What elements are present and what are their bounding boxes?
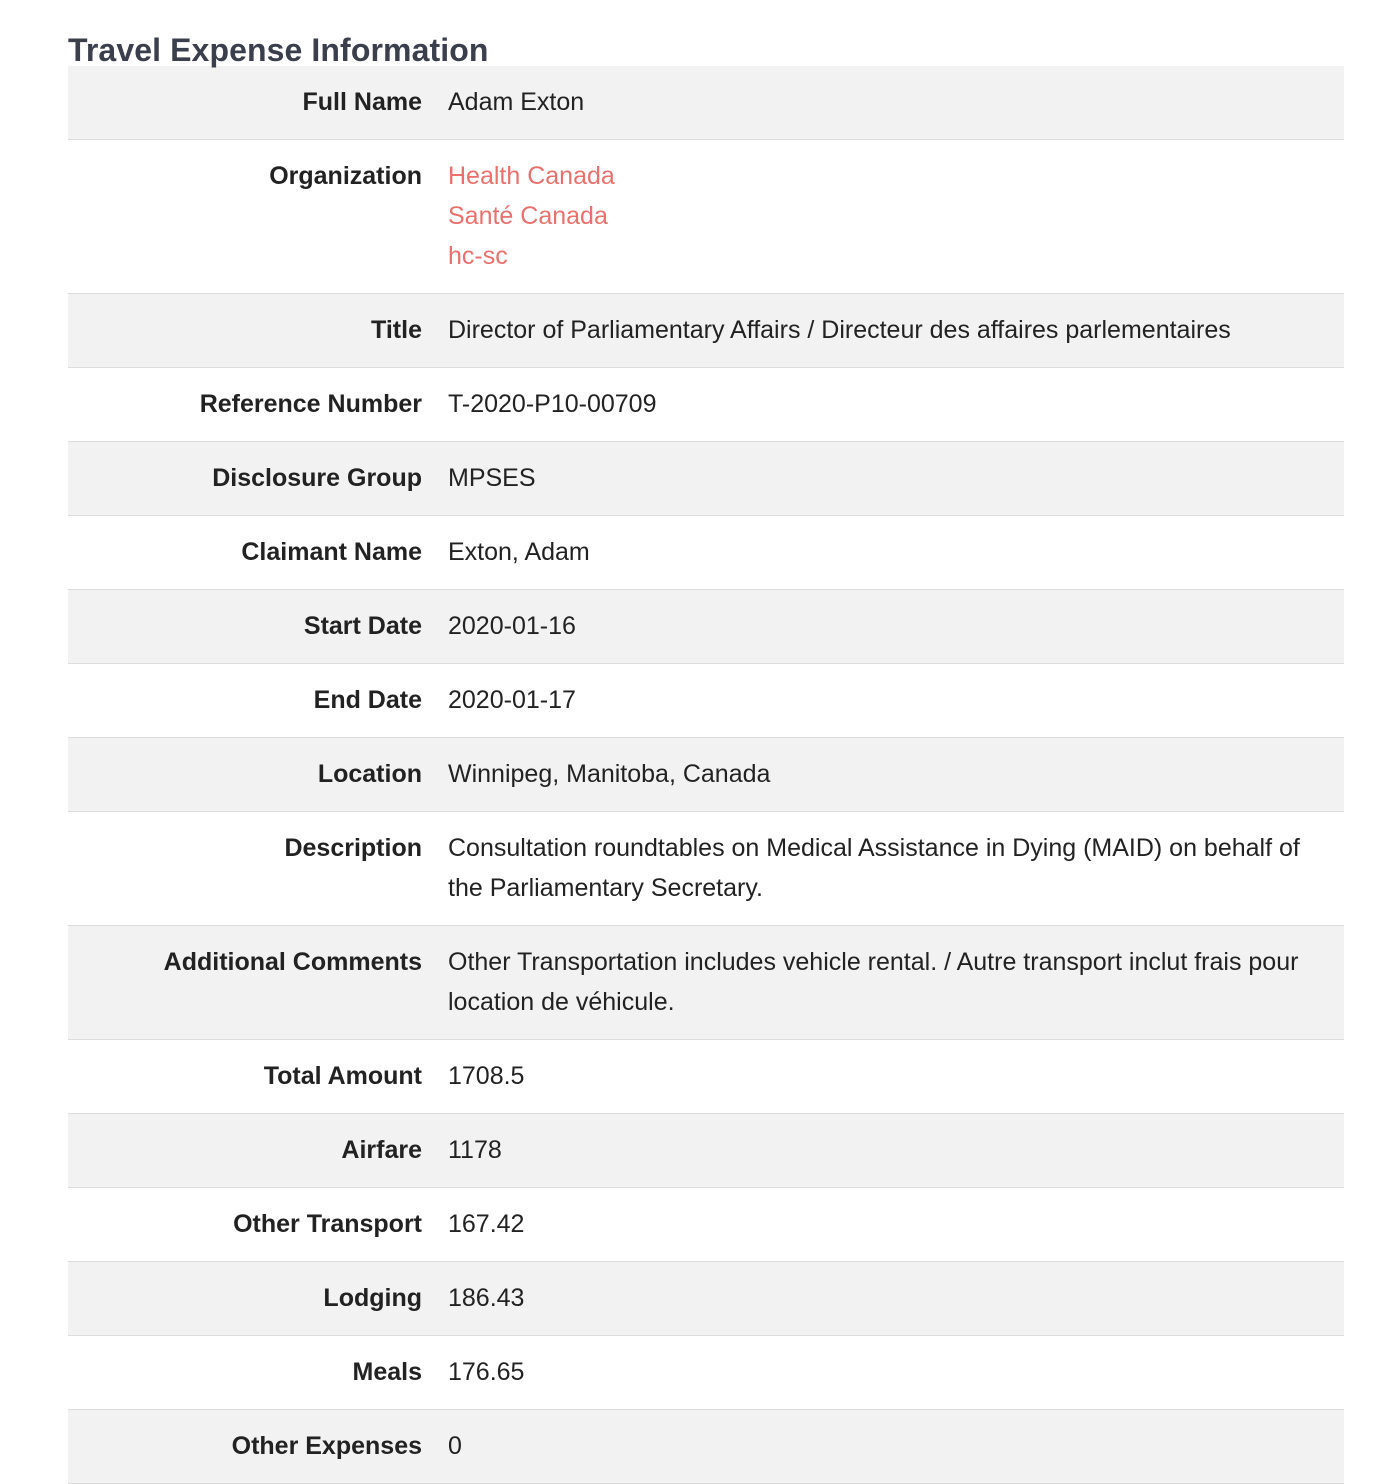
row-additional-comments bbox=[68, 926, 1344, 1040]
total-amount-value: 1708.5 bbox=[448, 1062, 525, 1090]
description-label: Description bbox=[284, 834, 422, 862]
organization-link-en[interactable]: Health Canada bbox=[448, 162, 615, 190]
additional-comments-value: Other Transportation includes vehicle rental. / Autre transport inclut frais pour location de véhicule. bbox=[448, 948, 1299, 1016]
row-organization bbox=[68, 140, 1344, 294]
total-amount-label: Total Amount bbox=[263, 1062, 422, 1090]
row-total-amount bbox=[68, 1040, 1344, 1114]
end-date-label: End Date bbox=[313, 686, 422, 714]
row-reference-number bbox=[68, 368, 1344, 442]
meals-label: Meals bbox=[352, 1358, 422, 1386]
title-value: Director of Parliamentary Affairs / Directeur des affaires parlementaires bbox=[448, 316, 1231, 344]
claimant-name-label: Claimant Name bbox=[241, 538, 422, 566]
row-other-transport bbox=[68, 1188, 1344, 1262]
additional-comments-label: Additional Comments bbox=[163, 948, 422, 976]
disclosure-group-label: Disclosure Group bbox=[212, 464, 422, 492]
row-claimant-name bbox=[68, 516, 1344, 590]
other-transport-label: Other Transport bbox=[233, 1210, 422, 1238]
reference-number-value: T-2020-P10-00709 bbox=[448, 390, 657, 418]
title-label: Title bbox=[371, 316, 422, 344]
row-full-name bbox=[68, 66, 1344, 140]
row-other-expenses bbox=[68, 1410, 1344, 1484]
row-title bbox=[68, 294, 1344, 368]
organization-link-fr[interactable]: Santé Canada bbox=[448, 202, 608, 230]
travel-expense-page bbox=[68, 0, 1344, 1484]
row-lodging bbox=[68, 1262, 1344, 1336]
row-end-date bbox=[68, 664, 1344, 738]
airfare-value: 1178 bbox=[448, 1136, 502, 1164]
organization-value bbox=[448, 140, 1344, 294]
row-disclosure-group bbox=[68, 442, 1344, 516]
expense-details-table bbox=[68, 66, 1344, 1484]
row-description bbox=[68, 812, 1344, 926]
meals-value: 176.65 bbox=[448, 1358, 525, 1386]
row-airfare bbox=[68, 1114, 1344, 1188]
full-name-label: Full Name bbox=[302, 88, 422, 116]
other-expenses-label: Other Expenses bbox=[231, 1432, 422, 1460]
reference-number-label: Reference Number bbox=[199, 390, 422, 418]
row-start-date bbox=[68, 590, 1344, 664]
organization-label: Organization bbox=[269, 162, 422, 190]
disclosure-group-value: MPSES bbox=[448, 464, 536, 492]
lodging-label: Lodging bbox=[323, 1284, 422, 1312]
start-date-value: 2020-01-16 bbox=[448, 612, 576, 640]
claimant-name-value: Exton, Adam bbox=[448, 538, 590, 566]
other-transport-value: 167.42 bbox=[448, 1210, 525, 1238]
row-location bbox=[68, 738, 1344, 812]
airfare-label: Airfare bbox=[341, 1136, 422, 1164]
location-label: Location bbox=[317, 760, 422, 788]
page-title: Travel Expense Information bbox=[68, 32, 489, 68]
lodging-value: 186.43 bbox=[448, 1284, 525, 1312]
location-value: Winnipeg, Manitoba, Canada bbox=[448, 760, 771, 788]
row-meals bbox=[68, 1336, 1344, 1410]
description-value: Consultation roundtables on Medical Assistance in Dying (MAID) on behalf of the Parliamentary Secretary. bbox=[448, 834, 1300, 902]
full-name-value: Adam Exton bbox=[448, 88, 585, 116]
other-expenses-value: 0 bbox=[448, 1432, 462, 1460]
organization-link-acronym[interactable]: hc-sc bbox=[448, 242, 508, 270]
start-date-label: Start Date bbox=[303, 612, 422, 640]
end-date-value: 2020-01-17 bbox=[448, 686, 576, 714]
